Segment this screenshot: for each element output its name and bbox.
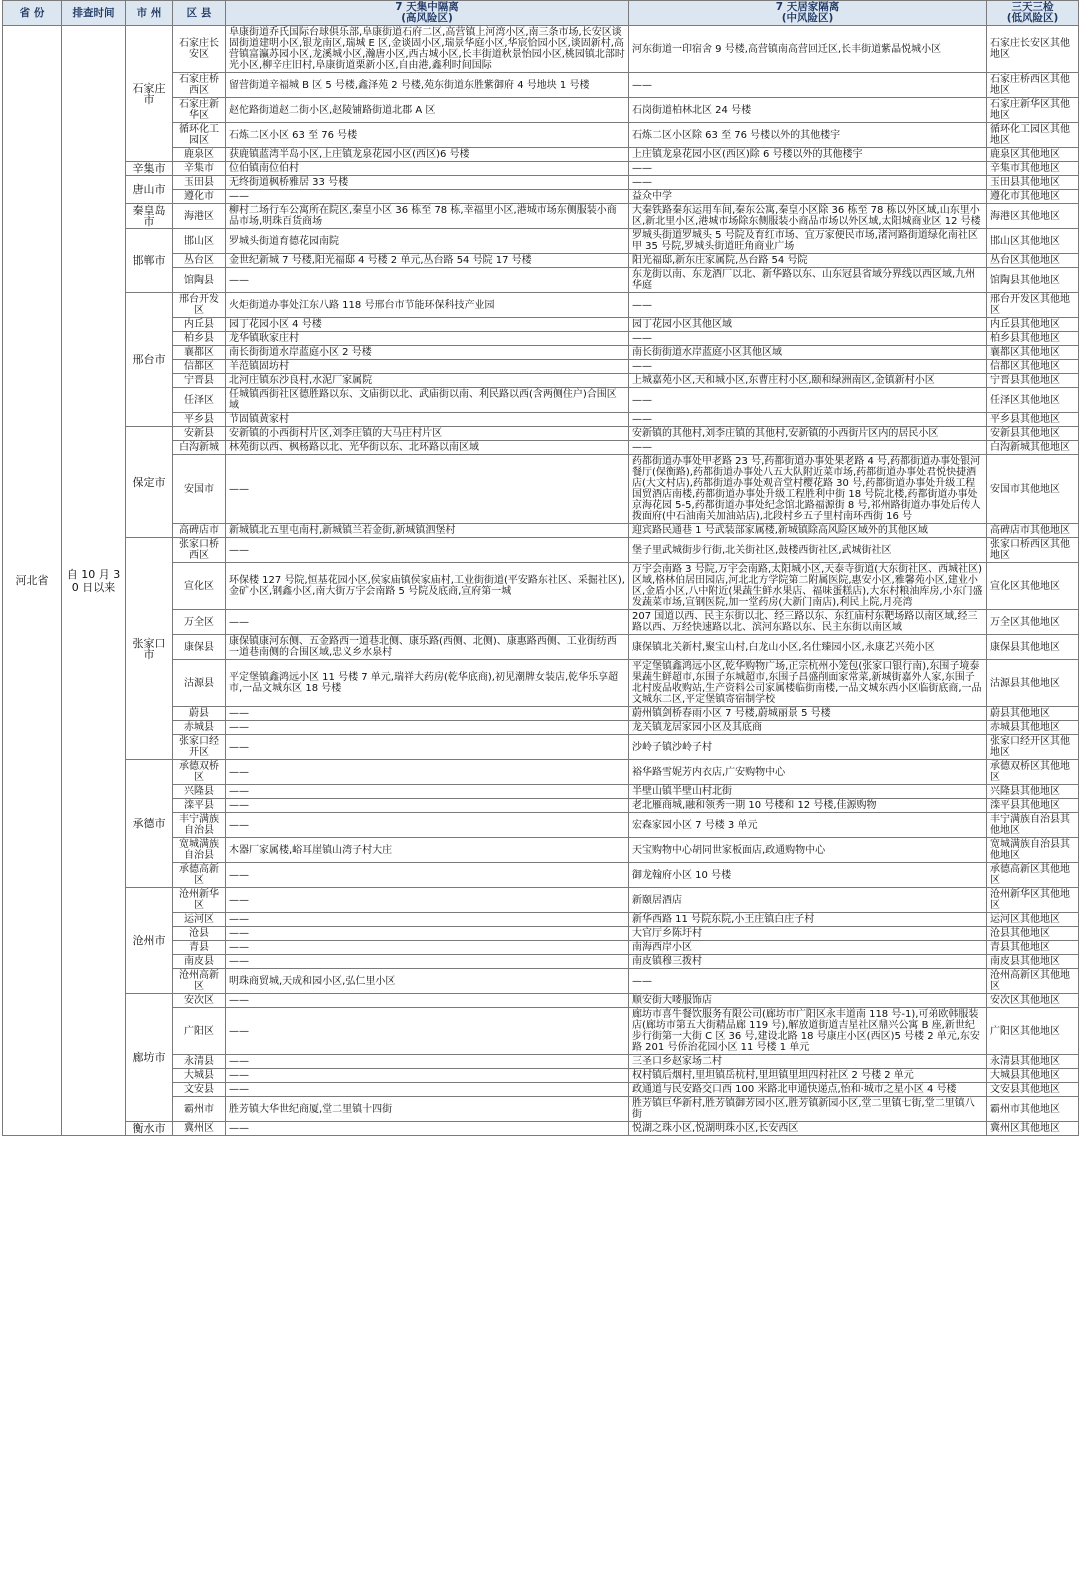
district-cell: 张家口经开区 (173, 735, 226, 760)
district-cell: 丛台区 (173, 254, 226, 268)
low-risk-cell: 沧州高新区其他地区 (987, 969, 1079, 994)
district-cell: 平乡县 (173, 413, 226, 427)
low-risk-cell: 安新县其他地区 (987, 427, 1079, 441)
high-risk-cell: 南长街街道水岸蓝庭小区 2 号楼 (226, 346, 629, 360)
low-risk-cell: 兴隆县其他地区 (987, 785, 1079, 799)
medium-risk-cell: 东龙街以南、东龙酒厂以北、新华路以东、山东冠县省域分界线以西区域,九州华庭 (629, 268, 987, 293)
risk-area-table (2, 0, 1079, 1136)
high-risk-cell: —— (226, 813, 629, 838)
high-risk-cell: —— (226, 707, 629, 721)
low-risk-cell: 承德高新区其他地区 (987, 863, 1079, 888)
medium-risk-cell: 河东街道一印宿舍 9 号楼,高营镇南高营回迁区,长丰街道紫晶悦城小区 (629, 26, 987, 73)
low-risk-cell: 霸州市其他地区 (987, 1097, 1079, 1122)
high-risk-cell: 无终街道枫桥雅居 33 号楼 (226, 176, 629, 190)
low-risk-cell: 海港区其他地区 (987, 204, 1079, 229)
district-cell: 信都区 (173, 360, 226, 374)
table-row (3, 229, 1079, 254)
header-district (173, 1, 226, 26)
high-risk-cell: 柳村二场行车公寓所在院区,秦皇小区 36 栋至 78 栋,幸福里小区,港城市场东侧服装小商品市场,明珠百货商场 (226, 204, 629, 229)
medium-risk-cell: 罗城头街道罗城头 5 号院及育红市场、宜万家便民市场,渚河路街道绿化南社区甲 35 号院,罗城头街道旺角商业广场 (629, 229, 987, 254)
high-risk-cell: —— (226, 799, 629, 813)
low-risk-cell: 沽源县其他地区 (987, 660, 1079, 707)
high-risk-cell: 火炬街道办事处江东八路 118 号邢台市节能环保科技产业园 (226, 293, 629, 318)
high-risk-cell: 胜芳镇大华世纪商厦,堂二里镇十四街 (226, 1097, 629, 1122)
high-risk-cell: 阜康街道乔氏国际台球俱乐部,阜康街道石府二区,高营镇上河湾小区,南三条市场,长安区谈固街道建明小区,银龙南区,瑞城 E 区,金谈固小区,瑞景华庭小区,华宸恰园小区,谈固新村,高营镇富瀛苏园小区,龙溪城小区,瀚唐小区,西古城小区,长丰街道秋景怡园小区,桃园镇北部时光小区,柳辛庄旧村,阜康街道栗新小区,自由港,鑫利时间国际 (226, 26, 629, 73)
province-cell: 河北省 (3, 26, 62, 1136)
low-risk-cell: 石家庄桥西区其他地区 (987, 73, 1079, 98)
high-risk-cell: —— (226, 955, 629, 969)
header-label: 7 天居家隔离 (775, 1, 840, 13)
low-risk-cell: 大城县其他地区 (987, 1069, 1079, 1083)
low-risk-cell: 循环化工园区其他地区 (987, 123, 1079, 148)
medium-risk-cell: 207 国道以西、民主东街以北、经三路以东、东红庙村东靶场路以南区域,经三路以西、万经快速路以北、滨河东路以东、民主东街以南区域 (629, 610, 987, 635)
medium-risk-cell: 益众中学 (629, 190, 987, 204)
medium-risk-cell: 天宝购物中心胡同世家板面店,政通购物中心 (629, 838, 987, 863)
district-cell: 文安县 (173, 1083, 226, 1097)
high-risk-cell: —— (226, 190, 629, 204)
check-time-cell: 自 10 月 30 日以来 (62, 26, 126, 1136)
medium-risk-cell: 药都街道办事处甲老路 23 号,药都街道办事处果老路 4 号,药都街道办事处银河餐厅(保衡路),药都街道办事处八五大队附近菜市场,药都街道办事处君悦快捷酒店(大文村店),药都街道办事处观音堂村樱花路 30 号,药都街道办事处升级工程国贸酒店南楼,药都街道办事处升级工程胜利中街 18 号院北楼,药都街道办事处京海花园 5-5,药都街道办事处纪念馆北路福源街 8 号,祁州路街道办事处后传人拨面府(中石油南关加油站店),北段村乡五子里村南环西街 16 号 (629, 455, 987, 524)
low-risk-cell: 高碑店市其他地区 (987, 524, 1079, 538)
low-risk-cell: 任泽区其他地区 (987, 388, 1079, 413)
district-cell: 石家庄新华区 (173, 98, 226, 123)
medium-risk-cell: 南长街街道水岸蓝庭小区其他区域 (629, 346, 987, 360)
medium-risk-cell: 御龙翰府小区 10 号楼 (629, 863, 987, 888)
medium-risk-cell: 堡子里武城街步行街,北关街社区,鼓楼西街社区,武城街社区 (629, 538, 987, 563)
medium-risk-cell: 胜芳镇巨华新村,胜芳镇御芳园小区,胜芳镇新园小区,堂二里镇七街,堂二里镇八街 (629, 1097, 987, 1122)
high-risk-cell: —— (226, 760, 629, 785)
low-risk-cell: 万全区其他地区 (987, 610, 1079, 635)
low-risk-cell: 广阳区其他地区 (987, 1008, 1079, 1055)
high-risk-cell: —— (226, 1055, 629, 1069)
high-risk-cell: 林苑街以西、枫杨路以北、光华街以东、北环路以南区域 (226, 441, 629, 455)
medium-risk-cell: 三圣口乡赵家场二村 (629, 1055, 987, 1069)
district-cell: 安国市 (173, 455, 226, 524)
district-cell: 丰宁满族自治县 (173, 813, 226, 838)
district-cell: 赤城县 (173, 721, 226, 735)
district-cell: 石家庄长安区 (173, 26, 226, 73)
high-risk-cell: 龙华镇耿家庄村 (226, 332, 629, 346)
district-cell: 石家庄桥西区 (173, 73, 226, 98)
header-sublabel: (低风险区) (1006, 12, 1059, 24)
high-risk-cell: —— (226, 735, 629, 760)
district-cell: 宣化区 (173, 563, 226, 610)
district-cell: 运河区 (173, 913, 226, 927)
header-province (3, 1, 62, 26)
medium-risk-cell: —— (629, 360, 987, 374)
district-cell: 永清县 (173, 1055, 226, 1069)
low-risk-cell: 宽城满族自治县其他地区 (987, 838, 1079, 863)
low-risk-cell: 遵化市其他地区 (987, 190, 1079, 204)
header-check-time (62, 1, 126, 26)
district-cell: 大城县 (173, 1069, 226, 1083)
table-row (3, 1122, 1079, 1136)
medium-risk-cell: 大秦铁路秦东运用车间,秦东公寓,秦皇小区除 36 栋至 78 栋以外区域,山东里小区,新北里小区,港城市场除东侧服装小商品市场以外区域,太阳城商业区 12 号楼 (629, 204, 987, 229)
district-cell: 沧县 (173, 927, 226, 941)
high-risk-cell: 羊范镇固坊村 (226, 360, 629, 374)
medium-risk-cell: 宏森家园小区 7 号楼 3 单元 (629, 813, 987, 838)
district-cell: 玉田县 (173, 176, 226, 190)
high-risk-cell: —— (226, 863, 629, 888)
header-label: 区 县 (186, 6, 212, 19)
district-cell: 沧州新华区 (173, 888, 226, 913)
medium-risk-cell: 悦湖之珠小区,悦湖明珠小区,长安西区 (629, 1122, 987, 1136)
low-risk-cell: 冀州区其他地区 (987, 1122, 1079, 1136)
high-risk-cell: 节固镇黄家村 (226, 413, 629, 427)
medium-risk-cell: 大官厅乡陈圩村 (629, 927, 987, 941)
low-risk-cell: 沧县其他地区 (987, 927, 1079, 941)
medium-risk-cell: —— (629, 969, 987, 994)
medium-risk-cell: 上庄镇龙泉花园小区(西区)除 6 号楼以外的其他楼宇 (629, 148, 987, 162)
district-cell: 沧州高新区 (173, 969, 226, 994)
medium-risk-cell: 龙关镇龙居家园小区及其底商 (629, 721, 987, 735)
header-high-risk (226, 1, 629, 26)
header-sublabel: (高风险区) (401, 12, 453, 24)
district-cell: 滦平县 (173, 799, 226, 813)
low-risk-cell: 丰宁满族自治县其他地区 (987, 813, 1079, 838)
high-risk-cell: —— (226, 721, 629, 735)
medium-risk-cell: 安新镇的其他村,刘李庄镇的其他村,安新镇的小西街片区内的居民小区 (629, 427, 987, 441)
high-risk-cell: —— (226, 913, 629, 927)
medium-risk-cell: 石炼二区小区除 63 至 76 号楼以外的其他楼宇 (629, 123, 987, 148)
medium-risk-cell: 政通道与民安路交口西 100 米路北申通快递点,怡和·城市之星小区 4 号楼 (629, 1083, 987, 1097)
medium-risk-cell: 蔚州镇剑桥春雨小区 7 号楼,蔚城丽景 5 号楼 (629, 707, 987, 721)
high-risk-cell: —— (226, 927, 629, 941)
table-body (3, 26, 1079, 1136)
low-risk-cell: 宁晋县其他地区 (987, 374, 1079, 388)
district-cell: 沽源县 (173, 660, 226, 707)
medium-risk-cell: 廊坊市喜牛餐饮服务有限公司(廊坊市广阳区永丰道南 118 号-1),可弟欧韩服装店(廊坊市第五大街精品廊 119 号),解放道街道吉星社区鼎兴公寓 B 座,新世纪步行街第一大街 C 区 36 号,建设北路 18 号康庄小区(西区)5 号楼 2 单元,东安路 201 号侨治花园小区 11 号楼 1 单元 (629, 1008, 987, 1055)
medium-risk-cell: —— (629, 413, 987, 427)
low-risk-cell: 蔚县其他地区 (987, 707, 1079, 721)
low-risk-cell: 内丘县其他地区 (987, 318, 1079, 332)
district-cell: 康保县 (173, 635, 226, 660)
table-row (3, 760, 1079, 785)
high-risk-cell: 石炼二区小区 63 至 76 号楼 (226, 123, 629, 148)
medium-risk-cell: 顺安街大嘜服饰店 (629, 994, 987, 1008)
medium-risk-cell: —— (629, 162, 987, 176)
high-risk-cell: —— (226, 1122, 629, 1136)
district-cell: 冀州区 (173, 1122, 226, 1136)
low-risk-cell: 沧州新华区其他地区 (987, 888, 1079, 913)
table-row (3, 162, 1079, 176)
risk-area-table-container (2, 0, 1079, 1136)
district-cell: 内丘县 (173, 318, 226, 332)
medium-risk-cell: —— (629, 73, 987, 98)
low-risk-cell: 安次区其他地区 (987, 994, 1079, 1008)
district-cell: 安次区 (173, 994, 226, 1008)
medium-risk-cell: 康保镇北关新村,聚宝山村,白龙山小区,名仕臻园小区,永康艺兴苑小区 (629, 635, 987, 660)
district-cell: 白沟新城 (173, 441, 226, 455)
low-risk-cell: 青县其他地区 (987, 941, 1079, 955)
low-risk-cell: 邯山区其他地区 (987, 229, 1079, 254)
city-cell: 衡水市 (126, 1122, 173, 1136)
low-risk-cell: 滦平县其他地区 (987, 799, 1079, 813)
header-low-risk (987, 1, 1079, 26)
high-risk-cell: 新城镇北五里屯南村,新城镇兰若金街,新城镇泗堡村 (226, 524, 629, 538)
low-risk-cell: 信都区其他地区 (987, 360, 1079, 374)
low-risk-cell: 康保县其他地区 (987, 635, 1079, 660)
low-risk-cell: 运河区其他地区 (987, 913, 1079, 927)
low-risk-cell: 南皮县其他地区 (987, 955, 1079, 969)
medium-risk-cell: 新颐居酒店 (629, 888, 987, 913)
district-cell: 循环化工园区 (173, 123, 226, 148)
medium-risk-cell: 沙岭子镇沙岭子村 (629, 735, 987, 760)
low-risk-cell: 玉田县其他地区 (987, 176, 1079, 190)
district-cell: 安新县 (173, 427, 226, 441)
high-risk-cell: 位伯镇南位伯村 (226, 162, 629, 176)
medium-risk-cell: 阳光福邸,新东庄家属院,丛台路 54 号院 (629, 254, 987, 268)
high-risk-cell: 环保楼 127 号院,恒基花园小区,侯家庙镇侯家庙村,工业街街道(平安路东社区、采掘社区),金矿小区,钢鑫小区,南大街万宇会南路 5 号院及底商,宣府第一城 (226, 563, 629, 610)
district-cell: 南皮县 (173, 955, 226, 969)
medium-risk-cell: —— (629, 293, 987, 318)
table-row (3, 538, 1079, 563)
header-sublabel: (中风险区) (781, 12, 834, 24)
city-cell: 石家庄市 (126, 26, 173, 162)
table-row (3, 293, 1079, 318)
low-risk-cell: 邢台开发区其他地区 (987, 293, 1079, 318)
low-risk-cell: 柏乡县其他地区 (987, 332, 1079, 346)
city-cell: 唐山市 (126, 176, 173, 204)
district-cell: 馆陶县 (173, 268, 226, 293)
district-cell: 邯山区 (173, 229, 226, 254)
medium-risk-cell: 石岗街道柏林北区 24 号楼 (629, 98, 987, 123)
district-cell: 广阳区 (173, 1008, 226, 1055)
medium-risk-cell: 南皮镇穆三拨村 (629, 955, 987, 969)
high-risk-cell: —— (226, 538, 629, 563)
district-cell: 霸州市 (173, 1097, 226, 1122)
medium-risk-cell: 老北雁商城,融和领秀一期 10 号楼和 12 号楼,佳源购物 (629, 799, 987, 813)
district-cell: 万全区 (173, 610, 226, 635)
header-label: 7 天集中隔离 (395, 1, 459, 13)
medium-risk-cell: 园丁花园小区其他区域 (629, 318, 987, 332)
district-cell: 宁晋县 (173, 374, 226, 388)
district-cell: 遵化市 (173, 190, 226, 204)
high-risk-cell: —— (226, 1069, 629, 1083)
medium-risk-cell: 新华西路 11 号院东院,小王庄镇白庄子村 (629, 913, 987, 927)
low-risk-cell: 赤城县其他地区 (987, 721, 1079, 735)
district-cell: 宽城满族自治县 (173, 838, 226, 863)
city-cell: 秦皇岛市 (126, 204, 173, 229)
district-cell: 承德双桥区 (173, 760, 226, 785)
city-cell: 辛集市 (126, 162, 173, 176)
high-risk-cell: 留营街道辛福城 B 区 5 号楼,鑫泽苑 2 号楼,苑东街道东胜紫御府 4 号地块 1 号楼 (226, 73, 629, 98)
high-risk-cell: 平定堡镇鑫鸿远小区 11 号楼 7 单元,瑞祥大药房(乾华底商),初见潮牌女装店,乾华乐享超市,一品文城东区 18 号楼 (226, 660, 629, 707)
medium-risk-cell: 迎宾路民通巷 1 号武装部家属楼,新城镇除高风险区域外的其他区域 (629, 524, 987, 538)
high-risk-cell: 北河庄镇东沙良村,水泥厂家属院 (226, 374, 629, 388)
table-row (3, 204, 1079, 229)
district-cell: 张家口桥西区 (173, 538, 226, 563)
district-cell: 承德高新区 (173, 863, 226, 888)
header-label: 省 份 (19, 6, 45, 19)
low-risk-cell: 平乡县其他地区 (987, 413, 1079, 427)
medium-risk-cell: 万宇会南路 3 号院,万宇会南路,太阳城小区,天泰寺街道(大东街社区、西城社区)区域,格林伯居田园店,河北北方学院第二附属医院,惠安小区,雅馨苑小区,建业小区,金盾小区,八中附近(果蔬生鲜水果店、福味蛋糕店),大东村粮油库房,小东门盛发蔬菜市场,宣钢医院,加一堂药房(大新门南店),利民上院,月亮湾 (629, 563, 987, 610)
low-risk-cell: 丛台区其他地区 (987, 254, 1079, 268)
header-label: 排查时间 (72, 6, 115, 19)
high-risk-cell: —— (226, 1008, 629, 1055)
medium-risk-cell: —— (629, 388, 987, 413)
high-risk-cell: —— (226, 941, 629, 955)
district-cell: 蔚县 (173, 707, 226, 721)
high-risk-cell: —— (226, 785, 629, 799)
high-risk-cell: —— (226, 994, 629, 1008)
header-medium-risk (629, 1, 987, 26)
low-risk-cell: 张家口经开区其他地区 (987, 735, 1079, 760)
high-risk-cell: 罗城头街道育德花园南院 (226, 229, 629, 254)
low-risk-cell: 永清县其他地区 (987, 1055, 1079, 1069)
low-risk-cell: 承德双桥区其他地区 (987, 760, 1079, 785)
medium-risk-cell: —— (629, 332, 987, 346)
header-label: 三天三检 (1011, 1, 1054, 13)
high-risk-cell: —— (226, 610, 629, 635)
district-cell: 辛集市 (173, 162, 226, 176)
district-cell: 高碑店市 (173, 524, 226, 538)
medium-risk-cell: 裕华路雪妮芳内衣店,广安购物中心 (629, 760, 987, 785)
table-row (3, 888, 1079, 913)
district-cell: 邢台开发区 (173, 293, 226, 318)
medium-risk-cell: —— (629, 441, 987, 455)
header-label: 市 州 (136, 6, 162, 19)
district-cell: 兴隆县 (173, 785, 226, 799)
table-row (3, 176, 1079, 190)
low-risk-cell: 宣化区其他地区 (987, 563, 1079, 610)
low-risk-cell: 襄都区其他地区 (987, 346, 1079, 360)
low-risk-cell: 文安县其他地区 (987, 1083, 1079, 1097)
high-risk-cell: 赵佗路街道赵二街小区,赵陵铺路街道北郡 A 区 (226, 98, 629, 123)
district-cell: 鹿泉区 (173, 148, 226, 162)
low-risk-cell: 石家庄长安区其他地区 (987, 26, 1079, 73)
high-risk-cell: 获鹿镇蓝湾半岛小区,上庄镇龙泉花园小区(西区)6 号楼 (226, 148, 629, 162)
table-header-row (3, 1, 1079, 26)
district-cell: 襄都区 (173, 346, 226, 360)
low-risk-cell: 馆陶县其他地区 (987, 268, 1079, 293)
medium-risk-cell: 权村镇后烟村,里坦镇岳杭村,里坦镇里坦四村社区 2 号楼 2 单元 (629, 1069, 987, 1083)
table-row (3, 994, 1079, 1008)
district-cell: 柏乡县 (173, 332, 226, 346)
city-cell: 廊坊市 (126, 994, 173, 1122)
high-risk-cell: —— (226, 1083, 629, 1097)
low-risk-cell: 白沟新城其他地区 (987, 441, 1079, 455)
district-cell: 海港区 (173, 204, 226, 229)
city-cell: 张家口市 (126, 538, 173, 760)
low-risk-cell: 石家庄新华区其他地区 (987, 98, 1079, 123)
high-risk-cell: —— (226, 455, 629, 524)
city-cell: 保定市 (126, 427, 173, 538)
district-cell: 任泽区 (173, 388, 226, 413)
medium-risk-cell: 上城嘉苑小区,天和城小区,东曹庄村小区,颐和绿洲南区,金镇新村小区 (629, 374, 987, 388)
high-risk-cell: 金世纪新城 7 号楼,阳光福邸 4 号楼 2 单元,丛台路 54 号院 17 号楼 (226, 254, 629, 268)
low-risk-cell: 鹿泉区其他地区 (987, 148, 1079, 162)
high-risk-cell: 木器厂家属楼,峪耳崖镇山湾子村大庄 (226, 838, 629, 863)
high-risk-cell: —— (226, 268, 629, 293)
header-city (126, 1, 173, 26)
city-cell: 承德市 (126, 760, 173, 888)
high-risk-cell: 康保镇康河东侧、五金路西一道巷北侧、康乐路(西侧、北侧)、康惠路西侧、工业街纺西一道巷南侧的合围区域,忠义乡水泉村 (226, 635, 629, 660)
high-risk-cell: 任城镇西街社区德胜路以东、文庙街以北、武庙街以南、利民路以西(含两侧住户)合围区域 (226, 388, 629, 413)
low-risk-cell: 张家口桥西区其他地区 (987, 538, 1079, 563)
medium-risk-cell: 平定堡镇鑫鸿远小区,乾华购物广场,正宗杭州小笼包(张家口银行南),东围子境泰果蔬生鲜超市,东围子东城超市,东围子昌盛削面家常菜,新城街嘉外人家,东围子北村废品收购站,生产资料公司家属楼临街南楼,一品文城东西小区临街底商,一品文城东二区,平定堡镇寄宿制学校 (629, 660, 987, 707)
medium-risk-cell: —— (629, 176, 987, 190)
table-row (3, 427, 1079, 441)
district-cell: 青县 (173, 941, 226, 955)
high-risk-cell: 园丁花园小区 4 号楼 (226, 318, 629, 332)
high-risk-cell: 明珠商贸城,天成和园小区,弘仁里小区 (226, 969, 629, 994)
high-risk-cell: 安新镇的小西街村片区,刘李庄镇的大马庄村片区 (226, 427, 629, 441)
city-cell: 邯郸市 (126, 229, 173, 293)
city-cell: 沧州市 (126, 888, 173, 994)
table-row (3, 26, 1079, 73)
medium-risk-cell: 半壁山镇半壁山村北街 (629, 785, 987, 799)
medium-risk-cell: 南海西岸小区 (629, 941, 987, 955)
high-risk-cell: —— (226, 888, 629, 913)
low-risk-cell: 安国市其他地区 (987, 455, 1079, 524)
low-risk-cell: 辛集市其他地区 (987, 162, 1079, 176)
city-cell: 邢台市 (126, 293, 173, 427)
